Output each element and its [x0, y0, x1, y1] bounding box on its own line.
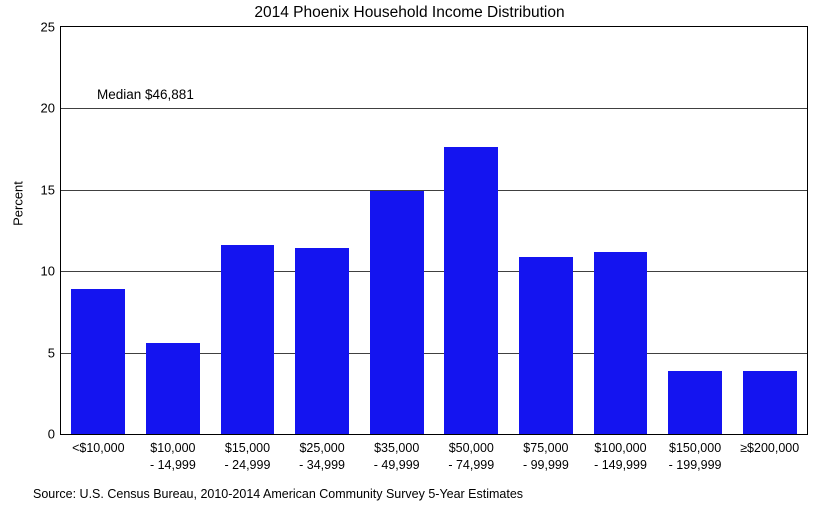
- x-tick-line: <$10,000: [72, 441, 125, 455]
- x-tick-line: $50,000: [448, 441, 494, 455]
- bar[interactable]: [221, 245, 275, 434]
- x-tick-line: ≥$200,000: [740, 441, 800, 455]
- y-axis-title: Percent: [10, 181, 26, 226]
- y-axis-labels: [0, 19, 55, 442]
- x-tick-line: $15,000: [224, 441, 271, 455]
- x-tick-line: $35,000: [374, 441, 420, 455]
- x-tick-label: [719, 440, 819, 457]
- x-tick-line: - 49,999: [373, 458, 420, 472]
- bar[interactable]: [668, 371, 722, 434]
- x-axis-labels: [60, 440, 808, 486]
- source-note: Source: U.S. Census Bureau, 2010-2014 American Community Survey 5-Year Estimates: [33, 487, 524, 501]
- bar[interactable]: [594, 252, 648, 434]
- y-tick-label: 20: [40, 100, 55, 116]
- x-tick-line: $150,000: [669, 441, 722, 455]
- plot-area: [60, 26, 808, 435]
- median-annotation: Median $46,881: [97, 87, 194, 103]
- bar[interactable]: [519, 257, 573, 434]
- x-tick-line: $100,000: [594, 441, 647, 455]
- x-tick-line: - 34,999: [299, 458, 346, 472]
- bar[interactable]: [295, 248, 349, 434]
- y-tick-label: 5: [47, 345, 55, 361]
- bar[interactable]: [146, 343, 200, 434]
- bar[interactable]: [743, 371, 797, 434]
- y-tick-label: 10: [40, 263, 55, 279]
- x-tick-line: $75,000: [523, 441, 569, 455]
- x-tick-line: - 74,999: [448, 458, 495, 472]
- x-tick-line: - 199,999: [668, 458, 722, 472]
- bar[interactable]: [444, 147, 498, 434]
- x-tick-line: - 24,999: [224, 458, 271, 472]
- bar[interactable]: [370, 191, 424, 434]
- x-tick-line: - 99,999: [522, 458, 569, 472]
- y-tick-label: 25: [40, 19, 55, 35]
- x-tick-line: $10,000: [150, 441, 196, 455]
- y-tick-label: 15: [40, 182, 55, 198]
- chart-title: 2014 Phoenix Household Income Distribution: [254, 4, 565, 21]
- x-tick-line: - 14,999: [149, 458, 196, 472]
- bar[interactable]: [71, 289, 125, 434]
- x-tick-line: - 149,999: [594, 458, 647, 472]
- y-tick-label: 0: [47, 426, 55, 442]
- x-tick-line: $25,000: [299, 441, 345, 455]
